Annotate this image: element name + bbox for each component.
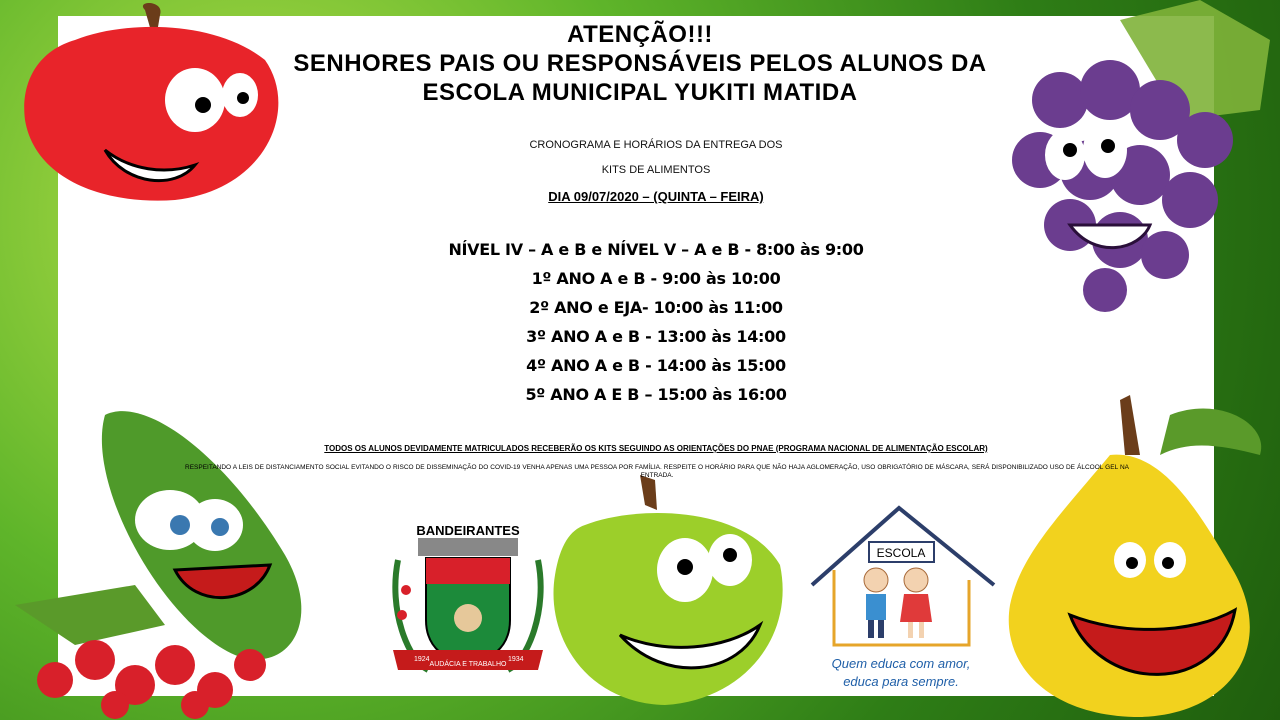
pnae-notice: TODOS OS ALUNOS DEVIDAMENTE MATRICULADOS RECEBERÃO OS KITS SEGUINDO AS ORIENTAÇÕES DO PNAE (PROGRAMA NACIONAL DE ALIMENTAÇÃO ESCOLAR) <box>324 444 988 453</box>
crest-year-right: 1934 <box>508 656 524 663</box>
announcement-title <box>0 20 1280 107</box>
schedule-row: 2º ANO e EJA- 10:00 às 11:00 <box>529 298 783 317</box>
title-line-2: SENHORES PAIS OU RESPONSÁVEIS PELOS ALUNOS DA <box>293 50 987 77</box>
school-house-icon <box>804 500 999 692</box>
covid-fine-print: RESPEITANDO A LEIS DE DISTANCIAMENTO SOCIAL EVITANDO O RISCO DE DISSEMINAÇÃO DO COVID-19 VENHA APENAS UMA PESSOA POR FAMÍLIA. RESPEITE O HORÁRIO PARA QUE NÃO HAJA AGLOMERAÇÃO, USO OBRIGATÓRIO DE MÁSCARA, SERÁ DISPONIBILIZADO USO DE ÁLCOOL GEL NA ENTRADA. <box>185 464 1129 479</box>
crest-name: BANDEIRANTES <box>416 523 520 538</box>
school-slogan-line-2: educa para sempre. <box>843 674 959 689</box>
title-line-1: ATENÇÃO!!! <box>567 21 713 48</box>
bandeirantes-crest <box>388 520 548 692</box>
green-apple-illustration <box>545 475 790 710</box>
subtitle-line-1: CRONOGRAMA E HORÁRIOS DA ENTREGA DOS <box>529 139 783 151</box>
crest-year-left: 1924 <box>414 656 430 663</box>
school-sign: ESCOLA <box>876 546 926 560</box>
school-slogan-line-1: Quem educa com amor, <box>831 656 971 671</box>
schedule-row: 4º ANO A e B - 14:00 às 15:00 <box>526 356 786 375</box>
schedule-row: 3º ANO A e B - 13:00 às 14:00 <box>526 327 786 346</box>
schedule-row: NÍVEL IV – A e B e NÍVEL V – A e B - 8:00 às 9:00 <box>448 240 864 259</box>
title-line-3: ESCOLA MUNICIPAL YUKITI MATIDA <box>422 79 858 106</box>
subtitle-line-2: KITS DE ALIMENTOS <box>601 164 711 176</box>
crest-motto: AUDÁCIA E TRABALHO <box>429 661 507 668</box>
school-logo <box>804 500 999 692</box>
red-berries-illustration <box>15 585 285 720</box>
delivery-date: DIA 09/07/2020 – (QUINTA – FEIRA) <box>548 189 764 204</box>
schedule-row: 1º ANO A e B - 9:00 às 10:00 <box>531 269 781 288</box>
schedule-row: 5º ANO A E B – 15:00 às 16:00 <box>525 385 787 404</box>
